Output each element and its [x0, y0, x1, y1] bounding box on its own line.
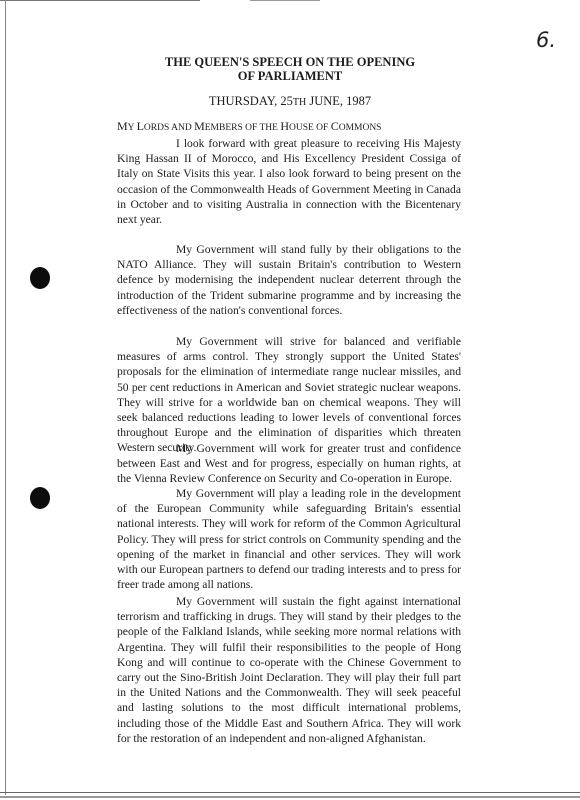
salutation-initial: H [280, 119, 289, 133]
scan-edge-top-mid [250, 0, 320, 1]
document-title-line-2: OF PARLIAMENT [237, 69, 343, 83]
salutation-smallcaps: Y [127, 123, 137, 133]
date-ordinal: TH [292, 97, 307, 108]
punch-hole [30, 487, 50, 509]
handwritten-page-number: 6. [536, 28, 557, 52]
paragraph-european-community: My Government will play a leading role in the development of the European Community while safeguarding Britain's essential national interests. They will work for reform of the Common Agricultural Policy. They will press for strict controls on Community spending and the opening of the market in financial and other services. They will work with our European partners to defend our trading interests and to press for freer trade among all nations. [117, 487, 461, 592]
salutation-smallcaps: EMBERS OF THE [204, 123, 281, 133]
salutation-initial: M [117, 119, 128, 133]
scan-edge-top [0, 0, 200, 1]
salutation-smallcaps: ORDS AND [143, 123, 195, 133]
paragraph-arms-control: My Government will strive for balanced and verifiable measures of arms control. They strongly support the United States' proposals for the elimination of intermediate range nuclear missiles, and 50 per cent reductions in American and Soviet strategic nuclear weapons. They will strive for a worldwide ban on chemical weapons. They will seek balanced reductions leading to lower levels of conventional forces throughout Europe and the elimination of disparities which threaten Western security. [117, 335, 461, 455]
date-day: THURSDAY, 25 [208, 94, 293, 108]
paragraph-nato: My Government will stand fully by their obligations to the NATO Alliance. They will sustain Britain's contribution to Western defence by modernising the independent nuclear deterrent through the introduction of the Trident submarine programme and by increasing the effectiveness of the nation's conventional forces. [117, 243, 461, 317]
document-title-line-1: THE QUEEN'S SPEECH ON THE OPENING [164, 55, 416, 69]
scan-edge-left [5, 0, 6, 795]
paragraph-international: My Government will sustain the fight against international terrorism and trafficking in drugs. They will stand by their pledges to the people of the Falkland Islands, while seeking more normal relations with Argentina. They will fulfil their responsibilities to the people of Hong Kong and will continue to co-operate with the Chinese Government to carry out the Sino-British Joint Declaration. They will play their full part in the United Nations and the Commonwealth. They will seek peaceful and lasting solutions to the most difficult international problems, including those of the Middle East and Southern Africa. They will work for the restoration of an independent and non-aligned Afghanistan. [117, 595, 461, 745]
salutation-initial: C [330, 119, 339, 133]
salutation-smallcaps: OUSE OF [288, 123, 331, 133]
paragraph-east-west: My Government will work for greater trust and confidence between East and West and for progress, especially on human rights, at the Vienna Review Conference on Security and Co-operation in Europe. [117, 442, 461, 486]
salutation-initial: L [136, 119, 144, 133]
salutation-initial: M [194, 119, 205, 133]
salutation [117, 119, 381, 134]
date-rest: JUNE, 1987 [306, 94, 372, 108]
scan-edge-bottom [0, 792, 580, 793]
scan-edge-bottom-2 [0, 796, 580, 798]
salutation-smallcaps: OMMONS [338, 123, 382, 133]
document-date [0, 94, 580, 109]
punch-hole [30, 267, 50, 289]
paragraph-state-visits: I look forward with great pleasure to receiving His Majesty King Hassan II of Morocco, and His Excellency President Cossiga of Italy on State Visits this year. I also look forward to being present on the occasion of the Commonwealth Heads of Government Meeting in Canada in October and to visiting Australia in connection with the Bicentenary next year. [117, 137, 461, 227]
